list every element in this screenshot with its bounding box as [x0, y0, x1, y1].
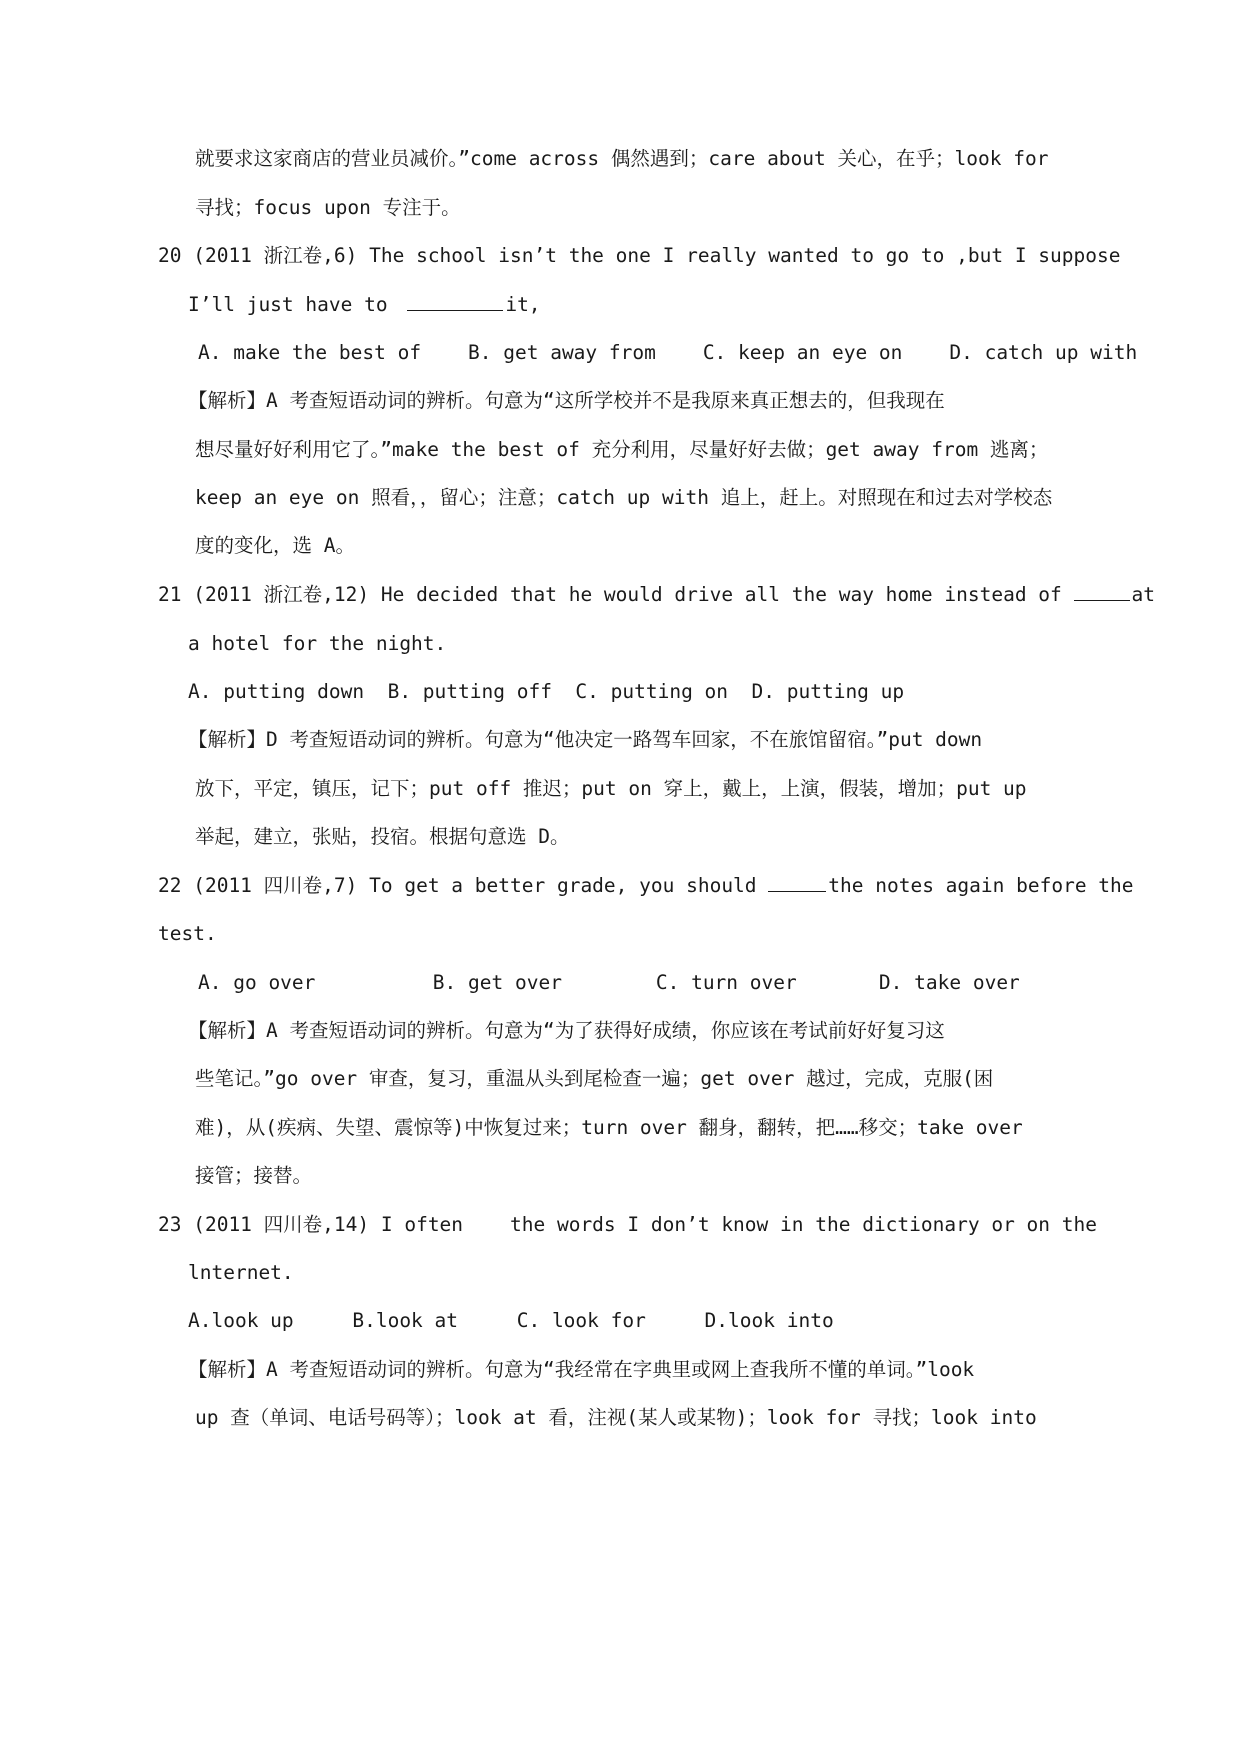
q20-stem-line-2 [188, 292, 541, 318]
q21-answer-blank [1074, 582, 1130, 601]
q21-stem-pre: 21 (2011 浙江卷,12) He decided that he would drive all the way home instead of [158, 583, 1074, 606]
q22-stem-line-2: test. [158, 922, 217, 945]
q21-explanation-line-2: 放下，平定，镇压，记下；put off 推迟；put on 穿上，戴上，上演，假装，增加；put up [195, 777, 1027, 800]
q20-explanation-line-3: keep an eye on 照看，，留心；注意；catch up with 追上，赶上。对照现在和过去对学校态 [195, 486, 1053, 509]
q22-stem-pre: 22 (2011 四川卷,7) To get a better grade, you should [158, 874, 769, 897]
q23-explanation-line-1: 【解析】A 考查短语动词的辨析。句意为“我经常在字典里或网上查我所不懂的单词。”look [188, 1358, 975, 1381]
q22-explanation-line-1: 【解析】A 考查短语动词的辨析。句意为“为了获得好成绩，你应该在考试前好好复习这 [188, 1019, 945, 1042]
q22-explanation-line-2: 些笔记。”go over 审查，复习，重温从头到尾检查一遍；get over 越过，完成，克服(困 [195, 1067, 994, 1090]
q20-stem-pre: I’ll just have to [188, 293, 400, 316]
q21-options: A. putting down B. putting off C. putting on D. putting up [188, 680, 905, 703]
q22-answer-blank [768, 873, 826, 892]
q21-stem-post: at [1131, 583, 1156, 606]
q21-stem-line-1 [158, 582, 1155, 608]
q20-options: A. make the best of B. get away from C. keep an eye on D. catch up with [198, 341, 1138, 364]
q20-stem-line-1: 20 (2011 浙江卷,6) The school isn’t the one I really wanted to go to ,but I suppose [158, 244, 1121, 267]
q23-stem-line-2: lnternet. [188, 1261, 294, 1284]
intro-line-2: 寻找；focus upon 专注于。 [195, 196, 461, 219]
q20-explanation-line-2: 想尽量好好利用它了。”make the best of 充分利用，尽量好好去做；get away from 逃离； [195, 438, 1049, 461]
q22-explanation-line-3: 难)，从(疾病、失望、震惊等)中恢复过来；turn over 翻身，翻转，把……移交；take over [195, 1116, 1023, 1139]
q20-stem-post: it, [505, 293, 541, 316]
q22-stem-line-1 [158, 873, 1134, 899]
q21-stem-line-2: a hotel for the night. [188, 632, 447, 655]
q20-answer-blank [407, 292, 503, 311]
q22-stem-post: the notes again before the [828, 874, 1134, 897]
q22-options: A. go over B. get over C. turn over D. take over [198, 971, 1020, 994]
q21-explanation-line-1: 【解析】D 考查短语动词的辨析。句意为“他决定一路驾车回家，不在旅馆留宿。”put down [188, 728, 983, 751]
q20-explanation-line-1: 【解析】A 考查短语动词的辨析。句意为“这所学校并不是我原来真正想去的，但我现在 [188, 389, 945, 412]
q22-explanation-line-4: 接管；接替。 [195, 1164, 313, 1187]
q23-options: A.look up B.look at C. look for D.look into [188, 1309, 834, 1332]
q23-stem-line-1: 23 (2011 四川卷,14) I often the words I don’t know in the dictionary or on the [158, 1213, 1097, 1236]
q20-explanation-line-4: 度的变化，选 A。 [195, 534, 355, 557]
intro-line-1: 就要求这家商店的营业员减价。”come across 偶然遇到；care about 关心，在乎；look for [195, 147, 1049, 170]
q23-explanation-line-2: up 查（单词、电话号码等）；look at 看，注视(某人或某物)；look for 寻找；look into [195, 1406, 1037, 1429]
q21-explanation-line-3: 举起，建立，张贴，投宿。根据句意选 D。 [195, 825, 570, 848]
